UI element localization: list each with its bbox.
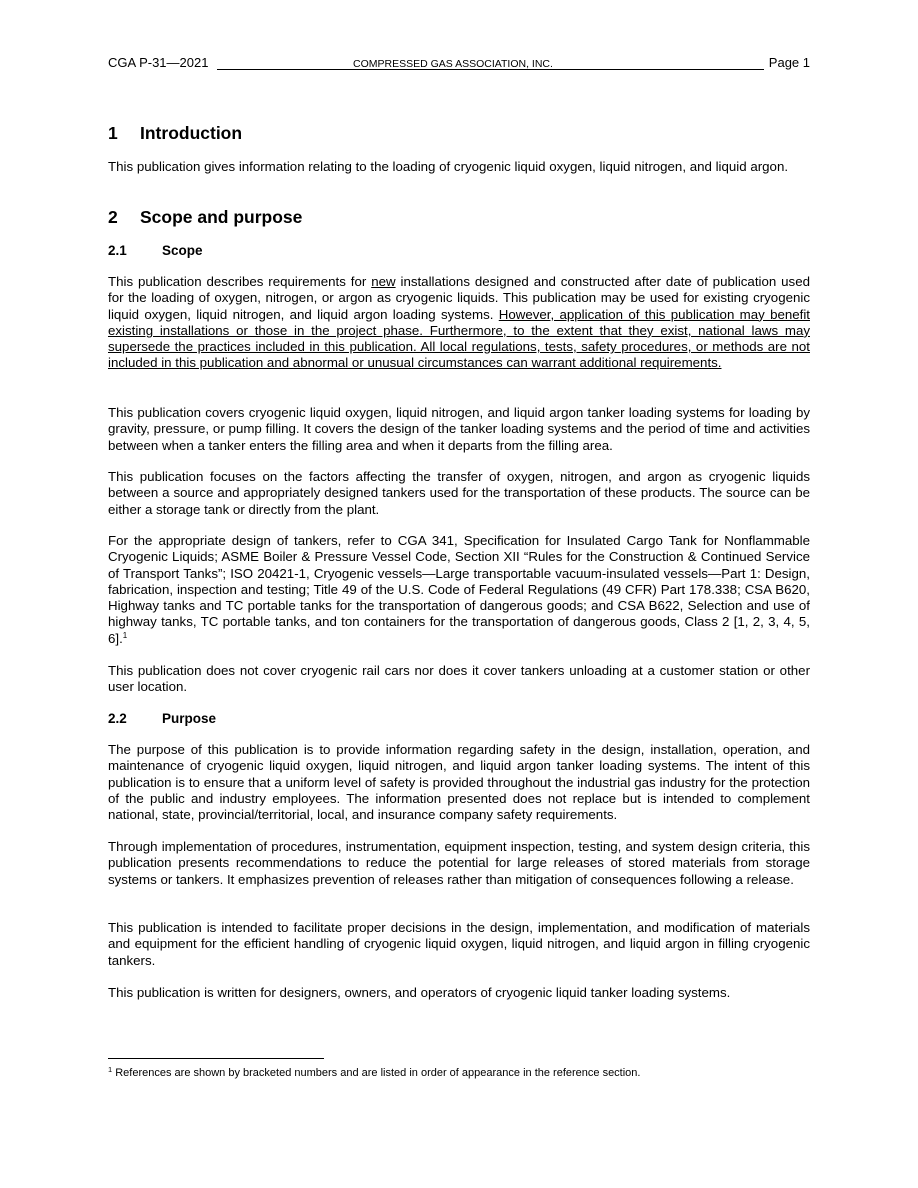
scope-paragraph-2: This publication covers cryogenic liquid oxygen, liquid nitrogen, and liquid argon tanker loading systems for loading by gravity, pressure, or pump filling. It covers the design of the tanker loading systems and the period of time and activities between when a tanker enters the filling area and when it departs from the filling area. [108, 405, 810, 453]
doc-id: CGA P-31—2021 [108, 55, 209, 70]
section-1-heading [108, 123, 242, 144]
page-number: Page 1 [768, 55, 810, 70]
purpose-paragraph-2: Through implementation of procedures, instrumentation, equipment inspection, testing, and system design criteria, this publication presents recommendations to reduce the potential for large releases of stored materials from storage systems or tankers. It emphasizes prevention of releases rather than mitigation of consequences following a release. [108, 839, 810, 887]
text-run: installations designed and constructed after date of publication used for the loading of oxygen, nitrogen, or argon as cryogenic liquids. This publication may be used for existing cryogenic liquid oxygen, liquid nitrogen, and liquid argon loading systems. [108, 274, 810, 322]
footnote [108, 1066, 810, 1080]
section-title: Introduction [140, 123, 243, 143]
footnote-reference[interactable]: 1 [122, 630, 128, 640]
subsection-number: 2.1 [108, 243, 127, 258]
subsection-title: Purpose [162, 711, 217, 726]
organization-name: COMPRESSED GAS ASSOCIATION, INC. [353, 58, 553, 70]
text-run: For the appropriate design of tankers, refer to CGA 341, Specification for Insulated Cargo Tank for Nonflammable Cryogenic Liquids; ASME Boiler & Pressure Vessel Code, Section XII “Rules for the Construction & Continued Service of Transport Tanks”; ISO 20421-1, Cryogenic vessels—Large transportable vacuum-insulated vessels—Part 1: Design, fabrication, inspection and testing; Title 49 of the U.S. Code of Federal Regulations (49 CFR) Part 178.338; CSA B620, Highway tanks and TC portable tanks for the transportation of dangerous goods; and CSA B622, Selection and use of highway tanks, TC portable tanks, and ton containers for the transportation of dangerous goods, Class 2 [1, 2, 3, 4, 5, 6]. [108, 533, 810, 646]
purpose-paragraph-1: The purpose of this publication is to provide information regarding safety in the design, installation, operation, and maintenance of cryogenic liquid oxygen, liquid nitrogen, and liquid argon tanker loading systems. The intent of this publication is to ensure that a uniform level of safety is provided throughout the industrial gas industry for the protection of the public and industry employees. The information presented does not replace but is intended to complement national, state, provincial/territorial, local, and insurance company safety requirements. [108, 742, 810, 823]
section-2-heading [108, 207, 302, 228]
scope-paragraph-5: This publication does not cover cryogenic rail cars nor does it cover tankers unloading at a customer station or other user location. [108, 663, 810, 695]
subsection-number: 2.2 [108, 711, 127, 726]
footnote-separator [108, 1058, 324, 1059]
purpose-paragraph-3: This publication is intended to facilitate proper decisions in the design, implementation, and modification of materials and equipment for the efficient handling of cryogenic liquid oxygen, liquid nitrogen, and liquid argon in filling cryogenic tankers. [108, 920, 810, 968]
underlined-text: However, application of this publication may benefit existing installations or those in the project phase. Furthermore, to the extent that they exist, national laws may supersede the practices included in this publication. All local regulations, tests, safety procedures, or methods are not included in this publication and abnormal or unusual circumstances can warrant additional requirements. [108, 306, 810, 371]
footnote-text: References are shown by bracketed numbers and are listed in order of appearance in the reference section. [112, 1067, 641, 1079]
subsection-2-1-heading [108, 243, 203, 258]
subsection-title: Scope [162, 243, 203, 258]
scope-paragraph-3: This publication focuses on the factors affecting the transfer of oxygen, nitrogen, and argon as cryogenic liquids between a source and appropriately designed tankers used for the transportation of these products. The source can be either a storage tank or directly from the plant. [108, 469, 810, 517]
section-title: Scope and purpose [140, 207, 303, 227]
scope-paragraph-4 [108, 533, 810, 647]
intro-paragraph: This publication gives information relating to the loading of cryogenic liquid oxygen, liquid nitrogen, and liquid argon. [108, 159, 789, 174]
scope-paragraph-1 [108, 274, 810, 372]
section-number: 1 [108, 123, 118, 143]
subsection-2-2-heading [108, 711, 216, 726]
purpose-paragraph-4: This publication is written for designers, owners, and operators of cryogenic liquid tanker loading systems. [108, 985, 731, 1000]
section-number: 2 [108, 207, 118, 227]
footnote-mark: 1 [108, 1065, 113, 1074]
page-header [108, 54, 810, 71]
text-run: This publication describes requirements for [108, 274, 372, 289]
underlined-text: new [371, 274, 396, 289]
